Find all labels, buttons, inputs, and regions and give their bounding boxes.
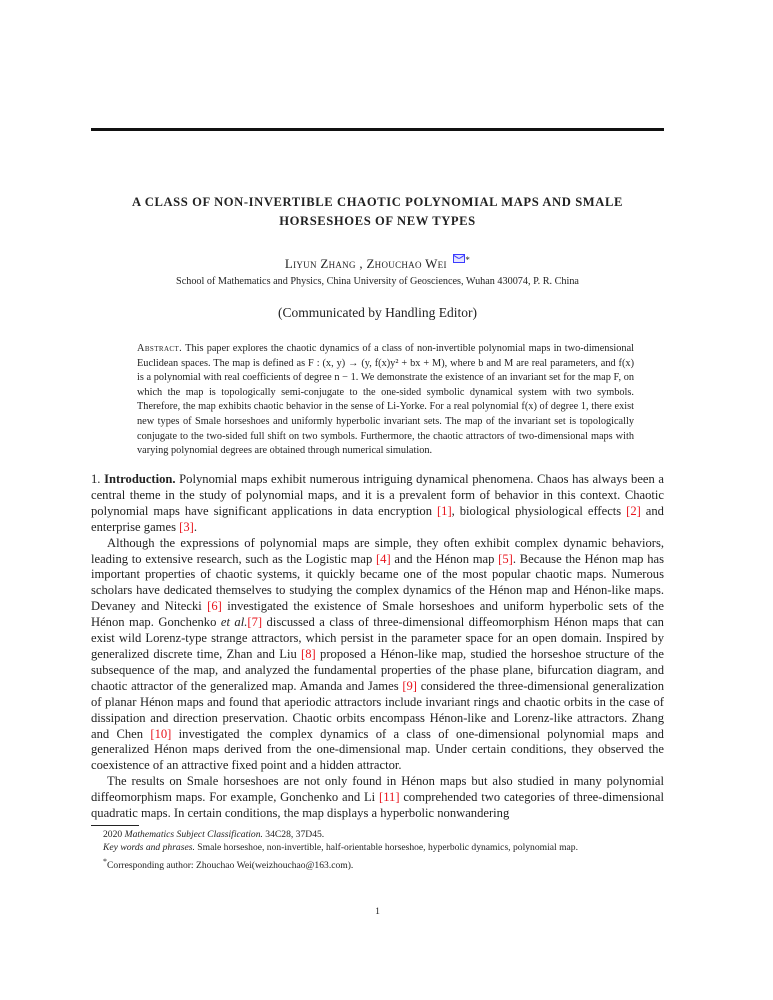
- citation-link[interactable]: [7]: [247, 615, 263, 630]
- msc-value: 34C28, 37D45.: [265, 829, 325, 840]
- header-rule: [91, 128, 664, 131]
- citation-link[interactable]: [5]: [498, 551, 513, 566]
- citation-link[interactable]: [8]: [301, 646, 316, 661]
- paper-title: [91, 193, 664, 231]
- page-number: 1: [375, 906, 380, 917]
- text-run: discussed a class of three-dimensional diffeomorphism Hénon maps that can exist wild Lorenz-type strange attractors, which persist in the parameter space for an open domain. Inspired by generalized discrete time, Zhan and Liu: [91, 615, 664, 661]
- author-1: Liyun Zhang: [284, 256, 356, 271]
- footnotes: [91, 828, 664, 872]
- envelope-icon[interactable]: [453, 254, 465, 263]
- citation-link[interactable]: [9]: [402, 678, 417, 693]
- footnote-keywords: [91, 841, 664, 854]
- corresponding-author: Corresponding author: Zhouchao Wei(weizhouchao@163.com).: [107, 859, 354, 871]
- text-run: proposed a Hénon-like map, studied the horseshoe structure of the subsequence of the map, and analyzed the fundamental properties of the phase plane, bifurcation diagram, and chaotic attractor of the generalized map. Amanda and James: [91, 646, 664, 693]
- citation-link[interactable]: [11]: [379, 790, 400, 805]
- text-run: investigated the existence of Smale horseshoes and uniform hyperbolic sets of the Hénon map. Gonchenko: [91, 599, 665, 630]
- text-run: investigated the complex dynamics of a class of one-dimensional polynomial maps and generalized Hénon maps derived from the one-dimensional map. Under certain conditions, they observed the coexistence of an attractive fixed point and a hidden attractor.: [91, 726, 664, 773]
- keywords-label: Key words and phrases.: [103, 842, 195, 854]
- text-run: Although the expressions of polynomial maps are simple, they often exhibit complex dynamic behaviors, leading to extensive research, such as the Logistic map: [91, 535, 664, 566]
- corresponding-mark: *: [465, 255, 471, 265]
- et-al: et al.: [220, 615, 248, 630]
- affiliation: School of Mathematics and Physics, China University of Geosciences, Wuhan 430074, P. R. China: [176, 276, 579, 287]
- author-2: Zhouchao Wei: [366, 256, 447, 271]
- paragraph-3: [91, 774, 664, 822]
- text-run: and the Hénon map: [390, 551, 499, 566]
- title-line-2: HORSESHOES OF NEW TYPES: [279, 214, 476, 228]
- citation-link[interactable]: [3]: [179, 519, 194, 534]
- citation-link[interactable]: [2]: [626, 503, 641, 518]
- paragraph-1: [91, 472, 664, 536]
- keywords-value: Smale horseshoe, non-invertible, half-orientable horseshoe, hyperbolic dynamics, polynomial map.: [197, 842, 578, 854]
- citation-link[interactable]: [10]: [150, 726, 172, 741]
- msc-year: 2020: [103, 829, 123, 840]
- communicated-by: (Communicated by Handling Editor): [277, 305, 478, 320]
- corresponding-mark: *: [103, 856, 107, 866]
- text-run: .: [193, 519, 197, 534]
- msc-label: Mathematics Subject Classification.: [124, 829, 263, 840]
- text-run: and enterprise games: [91, 503, 664, 534]
- section-title: Introduction.: [104, 472, 176, 486]
- abstract: [137, 342, 634, 459]
- title-line-1: A CLASS OF NON-INVERTIBLE CHAOTIC POLYNOMIAL MAPS AND SMALE: [132, 195, 623, 209]
- citation-link[interactable]: [6]: [207, 599, 222, 614]
- citation-link[interactable]: [1]: [436, 503, 452, 518]
- text-run: Polynomial maps exhibit numerous intriguing dynamical phenomena. Chaos has always been a central theme in the study of polynomial maps, and it is a prevalent form of behavior in this context. Chaotic polynomial maps have significant applications in data encryption: [91, 472, 664, 518]
- text-run: The results on Smale horseshoes are not only found in Hénon maps but also studied in many polynomial diffeomorphism maps. For example, Gonchenko and Li: [91, 774, 664, 805]
- text-run: considered the three-dimensional generalization of planar Hénon maps and found that aperiodic attractors include invariant rings and chaotic orbits in the case of dissipation and direction preservation. Chaotic orbits encompass Hénon-like and Lorenz-like attractors. Zhang and Chen: [91, 678, 664, 741]
- section-introduction: [91, 472, 664, 822]
- section-number: 1.: [91, 472, 101, 486]
- citation-link[interactable]: [4]: [375, 551, 391, 566]
- footnote-corresponding: [91, 855, 664, 872]
- abstract-label: Abstract.: [137, 343, 183, 354]
- abstract-text: This paper explores the chaotic dynamics of a class of non-invertible polynomial maps in two-dimensional Euclidean spaces. The map is defined as F : (x, y) → (y, f(x)y² + bx + M), where b and M are real parameters, and f(x) is a polynomial with real coefficients of degree n − 1. We demonstrate the existence of an invariant set for the map F, on which the map is topologically semi-conjugate to the one-sided symbolic dynamical system with two symbols. Therefore, the map exhibits chaotic behavior in the sense of Li-Yorke. For a real polynomial f(x) of degree 1, there exist new types of Smale horseshoes and uniformly hyperbolic invariant sets. The map of the invariant set is topologically conjugate to the two-sided full shift on two symbols. Furthermore, the chaotic attractors of two-dimensional maps with varying polynomial degrees are obtained through numerical simulation.: [137, 343, 635, 457]
- paragraph-2: [91, 536, 664, 775]
- text-run: comprehended two categories of three-dimensional quadratic maps. In certain conditions, the map displays a hyperbolic nonwandering: [91, 790, 664, 821]
- text-run: , biological physiological effects: [451, 503, 627, 518]
- footnote-rule: [91, 825, 139, 826]
- text-run: . Because the Hénon map has important properties of chaotic systems, it quickly became one of the most popular chaotic maps. Numerous scholars have dedicated themselves to studying the complex dynamics of the Hénon map and Hénon-like maps. Devaney and Nitecki: [91, 551, 664, 614]
- footnote-msc: [91, 828, 664, 841]
- author-list: [91, 256, 664, 272]
- author-separator: ,: [355, 256, 367, 271]
